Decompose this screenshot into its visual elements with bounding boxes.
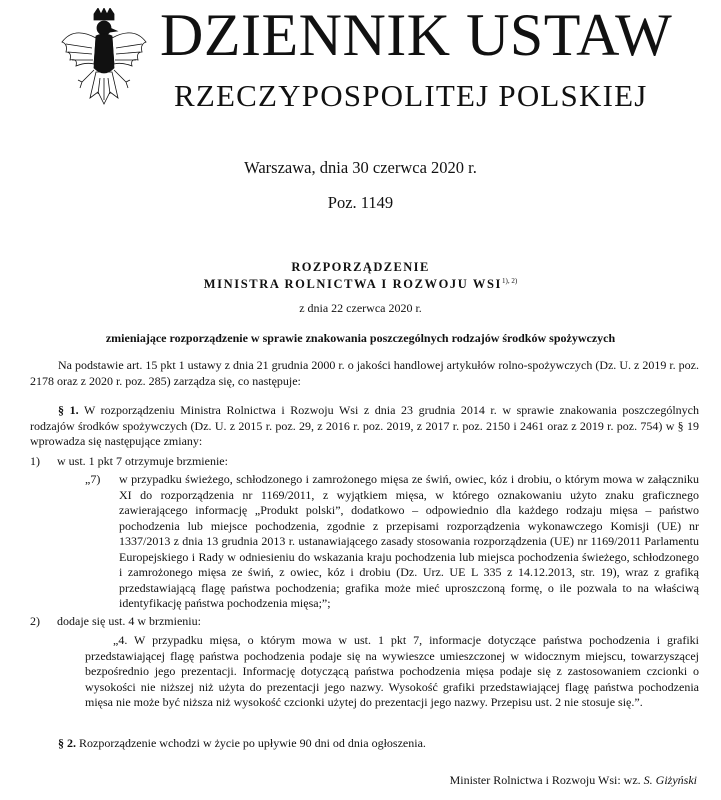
item-2-text: dodaje się ust. 4 w brzmieniu: xyxy=(57,614,201,628)
gazette-title: DZIENNIK USTAW xyxy=(160,2,673,68)
section-2-text: Rozporządzenie wchodzi w życie po upływie 90 dni od dnia ogłoszenia. xyxy=(79,736,426,750)
section-2 xyxy=(30,736,699,752)
act-issuer xyxy=(0,277,721,292)
item-1-number: 1) xyxy=(30,454,40,468)
quote-point-7-text: w przypadku świeżego, schłodzonego i zamrożonego mięsa ze świń, owiec, kóz i drobiu, o którym mowa w załączniku XI do rozporządzenia nr 1169/2011, z wyjątkiem mięsa, w którego oznakowaniu użyto znaku graficznego zawierającego informację „Produkt polski”, dodatkowo – odpowiednio dla każdego rodzaju mięsa – państwo pochodzenia lub miejsce pochodzenia, zgodnie z przepisami rozporządzenia wykonawczego Komisji (UE) nr 1337/2013 z dnia 13 grudnia 2013 r. ustanawiającego zasady stosowania rozporządzenia (UE) nr 1169/2011 Parlamentu Europejskiego i Rady w odniesieniu do wskazania kraju pochodzenia lub miejsca pochodzenia świeżego, schłodzonego i zamrożonego mięsa ze świń, z owiec, kóz i drobiu (Dz. Urz. UE L 335 z 14.12.2013, str. 19), wraz z grafiką przedstawiającą flagę państwa pochodzenia; grafika może mieć uproszczoną formę, o ile pozwala to na właściwą identyfikację państwa pochodzenia mięsa;”; xyxy=(119,472,699,610)
quote-point-7-number: „7) xyxy=(85,472,101,486)
item-1-text: w ust. 1 pkt 7 otrzymuje brzmienie: xyxy=(57,454,228,468)
act-type: ROZPORZĄDZENIE xyxy=(291,260,430,274)
signature-name: S. Giżyński xyxy=(643,773,697,787)
act-date: z dnia 22 czerwca 2020 r. xyxy=(299,301,422,315)
position-number: Poz. 1149 xyxy=(327,193,394,212)
section-1 xyxy=(30,403,699,450)
section-2-label: § 2. xyxy=(58,736,76,750)
act-subject: zmieniające rozporządzenie w sprawie znakowania poszczególnych rodzajów środków spożywczych xyxy=(105,331,616,345)
publication-place-date: Warszawa, dnia 30 czerwca 2020 r. xyxy=(244,158,477,177)
section-1-label: § 1. xyxy=(58,403,79,417)
footnote-refs: 1), 2) xyxy=(502,277,518,285)
signature-role: Minister Rolnictwa i Rozwoju Wsi: wz. xyxy=(449,773,641,787)
section-1-text: W rozporządzeniu Ministra Rolnictwa i Rozwoju Wsi z dnia 23 grudnia 2014 r. w sprawie znakowania poszczególnych rodzajów środków spożywczych (Dz. U. z 2015 r. poz. 29, z 2016 r. poz. 2019, z 2017 r. poz. 2150 i 2461 oraz z 2019 r. poz. 754) w § 19 wprowadza się następujące zmiany: xyxy=(30,403,700,448)
item-2-number: 2) xyxy=(30,614,40,628)
quote-paragraph-4: „4. W przypadku mięsa, o którym mowa w ust. 1 pkt 7, informacje dotyczące państwa pochodzenia i grafiki przedstawiającej flagę państwa pochodzenia podaje się na wywieszce umieszczonej w widocznym miejscu, towarzyszącej bezpośrednio jego prezentacji. Informację dotyczącą państwa pochodzenia mięsa podaje się z zastosowaniem czcionki o wysokości nie niższej niż użyta do prezentacji jego nazwy. Wysokość grafiki przedstawiającej flagę państwa pochodzenia mięsa nie może być niższa niż wysokość czcionki użytej do prezentacji jego nazwy. Przepisu ust. 2 nie stosuje się.”. xyxy=(85,633,699,709)
polish-eagle-emblem xyxy=(60,8,148,116)
preamble: Na podstawie art. 15 pkt 1 ustawy z dnia 21 grudnia 2000 r. o jakości handlowej artykułów rolno-spożywczych (Dz. U. z 2019 r. poz. 2178 oraz z 2020 r. poz. 285) zarządza się, co następuje: xyxy=(30,358,699,388)
issuer-name: MINISTRA ROLNICTWA I ROZWOJU WSI xyxy=(203,277,503,292)
signature xyxy=(450,773,697,788)
gazette-subtitle: RZECZYPOSPOLITEJ POLSKIEJ xyxy=(174,78,648,113)
